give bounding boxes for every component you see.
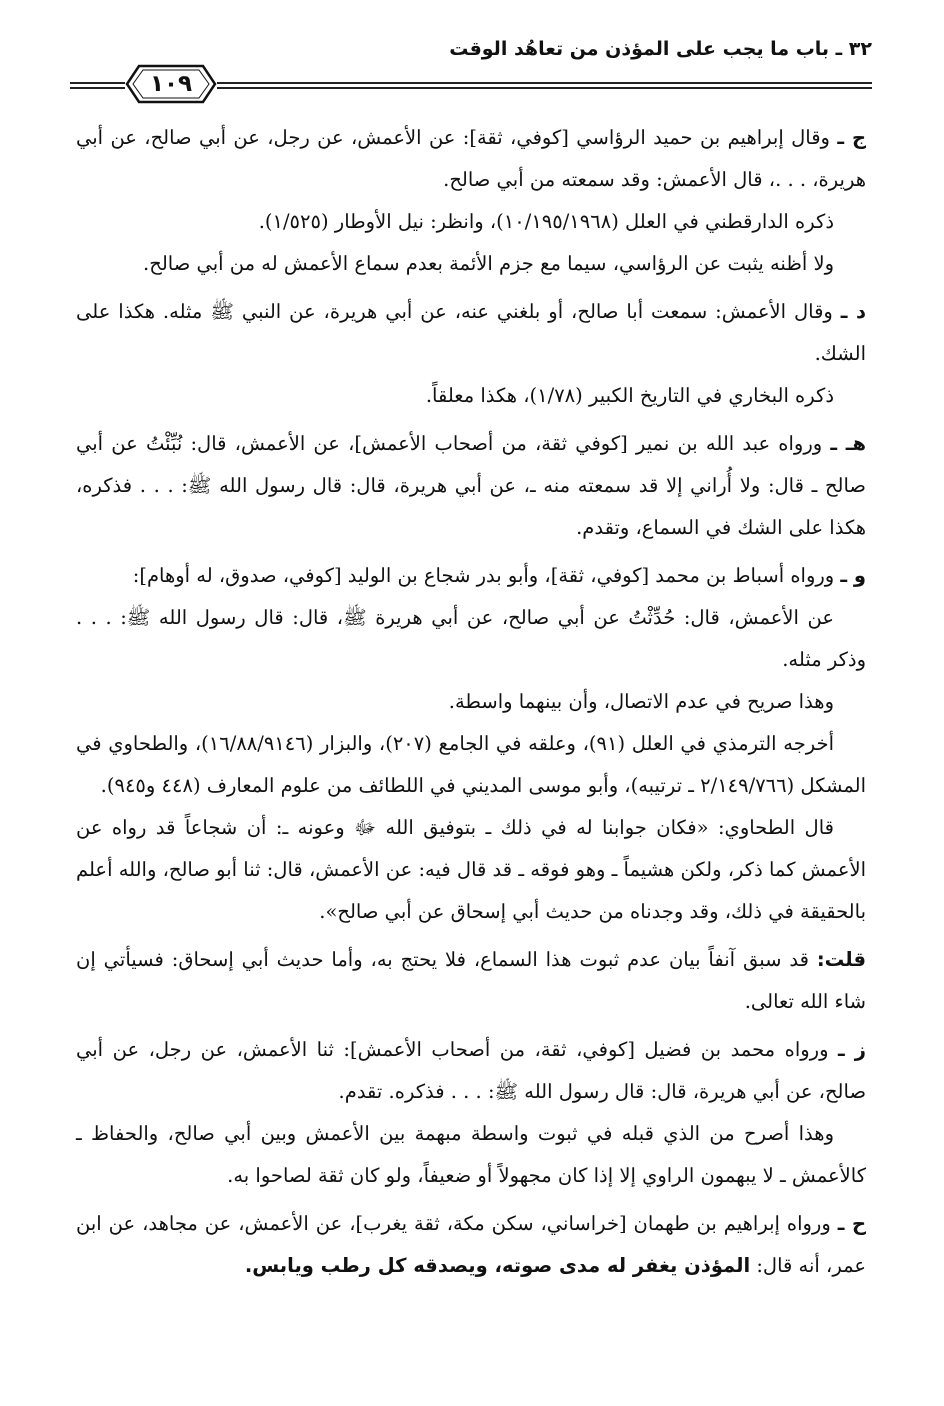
- paragraph: [76, 597, 866, 681]
- main-text: [76, 117, 866, 1287]
- paragraph: [76, 681, 866, 723]
- paragraph-text: ورواه أسباط بن محمد [كوفي، ثقة]، وأبو بدر شجاع بن الوليد [كوفي، صدوق، له أوهام]:: [132, 564, 835, 587]
- paragraph: [76, 291, 866, 375]
- paragraph-text: وقال إبراهيم بن حميد الرؤاسي [كوفي، ثقة]: عن الأعمش، عن رجل، عن أبي صالح، عن أبي هريرة، . . .، قال الأعمش: وقد سمعته من أبي صالح.: [76, 126, 866, 191]
- paragraph: [76, 1203, 866, 1287]
- paragraph-text: وهذا صريح في عدم الاتصال، وأن بينهما واسطة.: [448, 690, 834, 713]
- paragraph-text: ورواه عبد الله بن نمير [كوفي ثقة، من أصحاب الأعمش]، عن الأعمش، قال: نُبِّئْتُ عن أبي صالح ـ قال: ولا أُراني إلا قد سمعته منه ـ، عن أبي هريرة، قال: قال رسول الله ﷺ: . . . فذكره، هكذا على الشك في السماع، وتقدم.: [76, 432, 866, 539]
- paragraph-text: عن الأعمش، قال: حُدِّثْتُ عن أبي صالح، عن أبي هريرة ﷺ، قال: قال رسول الله ﷺ: . . . وذكر مثله.: [76, 606, 866, 671]
- paragraph: [76, 555, 866, 597]
- paragraph-text: أخرجه الترمذي في العلل (٩١)، وعلقه في الجامع (٢٠٧)، والبزار (١٦/٨٨/٩١٤٦)، والطحاوي في المشكل (٢/١٤٩/٧٦٦ ـ ترتيبه)، وأبو موسى المديني في اللطائف من علوم المعارف (٤٤٨ و٩٤٥).: [76, 732, 866, 797]
- paragraph: [76, 939, 866, 1023]
- paragraph-text: قال الطحاوي: «فكان جوابنا له في ذلك ـ بتوفيق الله ﷻ وعونه ـ: أن شجاعاً قد رواه عن الأعمش كما ذكر، ولكن هشيماً ـ وهو فوقه ـ قد قال فيه: عن الأعمش، قال: ثنا أبو صالح، والله أعلم بالحقيقة في ذلك، وقد وجدناه من حديث أبي إسحاق عن أبي صالح».: [76, 816, 866, 923]
- paragraph: [76, 723, 866, 807]
- page-number-ornament: [125, 62, 217, 106]
- chapter-title: ٣٢ ـ باب ما يجب على المؤذن من تعاهُد الوقت: [449, 38, 872, 60]
- paragraph: [76, 1113, 866, 1197]
- paragraph-text: ذكره الدارقطني في العلل (١٠/١٩٥/١٩٦٨)، وانظر: نيل الأوطار (١/٥٢٥).: [258, 210, 834, 233]
- paragraph-text: وهذا أصرح من الذي قبله في ثبوت واسطة مبهمة بين الأعمش وبين أبي صالح، والحفاظ ـ كالأعمش ـ لا يبهمون الراوي إلا إذا كان مجهولاً أو ضعيفاً، ولو كان ثقة لصاحوا به.: [76, 1122, 866, 1187]
- paragraph-text: ورواه إبراهيم بن طهمان [خراساني، سكن مكة، ثقة يغرب]، عن الأعمش، عن مجاهد، عن ابن عمر، أنه قال:: [76, 1212, 866, 1277]
- paragraph-marker: ح ـ: [837, 1212, 866, 1235]
- paragraph-text: وقال الأعمش: سمعت أبا صالح، أو بلغني عنه، عن أبي هريرة، عن النبي ﷺ مثله. هكذا على الشك.: [76, 300, 866, 365]
- paragraph-marker: هـ ـ: [830, 432, 866, 455]
- paragraph: [76, 423, 866, 549]
- paragraph-marker: قلت:: [816, 948, 866, 971]
- paragraph: [76, 243, 866, 285]
- paragraph: [76, 807, 866, 933]
- paragraph-text: ذكره البخاري في التاريخ الكبير (١/٧٨)، هكذا معلقاً.: [425, 384, 834, 407]
- paragraph-marker: ج ـ: [837, 126, 866, 149]
- hadith-quote: المؤذن يغفر له مدى صوته، ويصدقه كل رطب ويابس.: [244, 1254, 751, 1277]
- page-number: ١٠٩: [149, 71, 193, 97]
- paragraph: [76, 1029, 866, 1113]
- paragraph-text: ورواه محمد بن فضيل [كوفي، ثقة، من أصحاب الأعمش]: ثنا الأعمش، عن رجل، عن أبي صالح، عن أبي هريرة، قال: قال رسول الله ﷺ: . . . فذكره. تقدم.: [76, 1038, 866, 1103]
- paragraph-text: ولا أظنه يثبت عن الرؤاسي، سيما مع جزم الأئمة بعدم سماع الأعمش له من أبي صالح.: [143, 252, 834, 275]
- paragraph-text: قد سبق آنفاً بيان عدم ثبوت هذا السماع، فلا يحتج به، وأما حديث أبي إسحاق: فسيأتي إن شاء الله تعالى.: [76, 948, 866, 1013]
- paragraph: [76, 201, 866, 243]
- paragraph-marker: و ـ: [840, 564, 866, 587]
- paragraph: [76, 375, 866, 417]
- paragraph: [76, 117, 866, 201]
- paragraph-marker: ز ـ: [838, 1038, 866, 1061]
- paragraph-marker: د ـ: [840, 300, 867, 323]
- page-header: [70, 36, 872, 98]
